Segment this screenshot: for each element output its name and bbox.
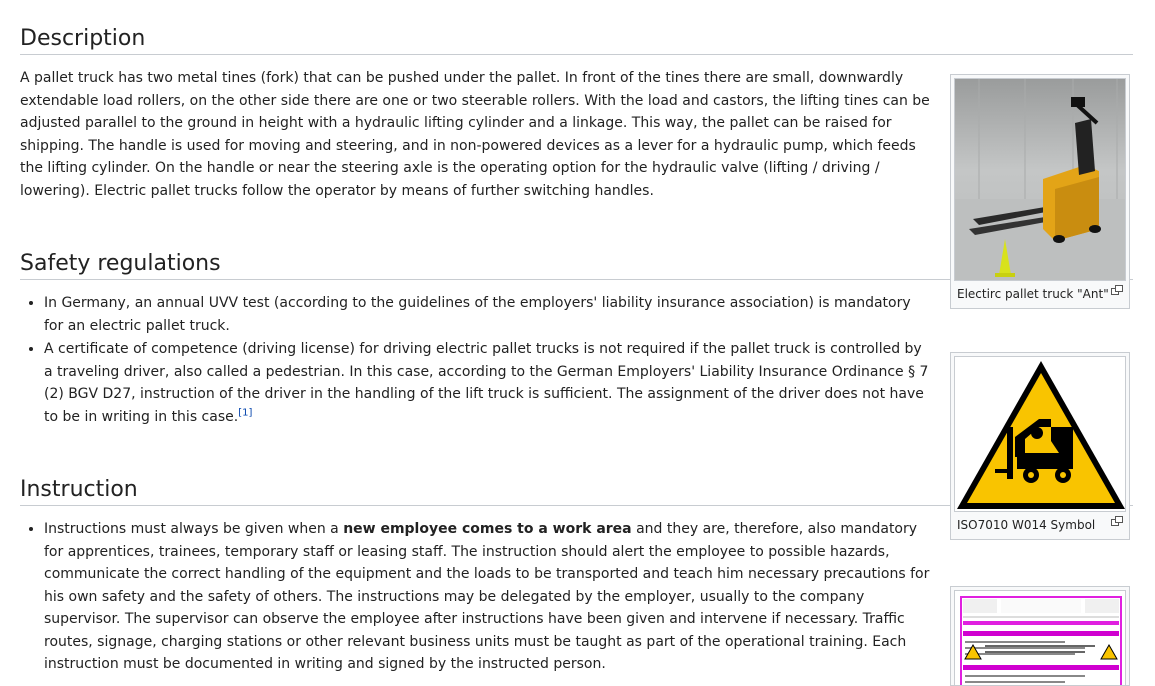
warning-symbol-image[interactable] (954, 356, 1126, 512)
thumbnail-pallet-truck (950, 74, 1130, 309)
instruction-bold-text: new employee comes to a work area (343, 521, 632, 537)
safety-item-1-text: In Germany, an annual UVV test (according to the guidelines of the employers' liability insurance association) is mandatory for an electric pallet truck. (44, 295, 911, 334)
enlarge-icon[interactable] (1111, 516, 1123, 526)
safety-item-2-text: A certificate of competence (driving license) for driving electric pallet trucks is not required if the pallet truck is controlled by a traveling driver, also called a pedestrian. In this case, according to the German Employers' Liability Insurance Ordinance § 7 (2) BGV D27, instruction of the driver in the handling of the lift truck is sufficient. The assignment of the driver does not have to be in writing in this case. (44, 341, 929, 425)
description-paragraph: A pallet truck has two metal tines (fork) that can be pushed under the pallet. In front of the tines there are small, downwardly extendable load rollers, on the other side there are one or two steerable rollers. With the load and castors, the lifting tines can be adjusted parallel to the ground in height with a hydraulic lifting cylinder and a linkage. This way, the pallet can be raised for shipping. The handle is used for moving and steering, and in non-powered devices as a lever for a hydraulic pump, which feeds the lifting cylinder. On the handle or near the steering axle is the operating option for the hydraulic valve (lifting / driving / lowering). Electric pallet trucks follow the operator by means of further switching handles. (20, 70, 930, 199)
enlarge-icon[interactable] (1111, 285, 1123, 295)
list-item (44, 518, 930, 676)
instruction-text-end: and they are, therefore, also mandatory for apprentices, trainees, temporary staff or leasing staff. The instruction should alert the employee to possible hazards, communicate the correct handling of the equipment and the loads to be transported and teach him necessary precautions for his own safety and the safety of others. The instructions may be delegated by the employer, usually to the company supervisor. The supervisor can observe the employee after instructions have been given and intervene if necessary. Traffic routes, signage, charging stations or other relevant business units must be taught as part of the operational training. Each instruction must be documented in writing and signed by the instructed person. (44, 521, 930, 672)
pallet-truck-image[interactable] (954, 78, 1126, 281)
thumbnail-document (950, 586, 1130, 686)
heading-description: Description (20, 26, 1133, 55)
thumbnail-warning-symbol (950, 352, 1130, 540)
list-item (44, 338, 930, 428)
safety-list (20, 292, 930, 429)
list-item (44, 292, 930, 337)
heading-safety-regulations: Safety regulations (20, 251, 1133, 280)
thumbnail-caption (954, 512, 1126, 536)
thumbnail-caption (954, 281, 1126, 305)
instruction-text-start: Instructions must always be given when a (44, 521, 344, 537)
caption-text: Electirc pallet truck "Ant" (957, 287, 1109, 301)
caption-text: ISO7010 W014 Symbol (957, 518, 1096, 532)
heading-instruction: Instruction (20, 477, 1133, 506)
document-image[interactable] (954, 590, 1126, 686)
footnote-link[interactable]: [1] (238, 406, 253, 418)
instruction-list (20, 518, 930, 677)
